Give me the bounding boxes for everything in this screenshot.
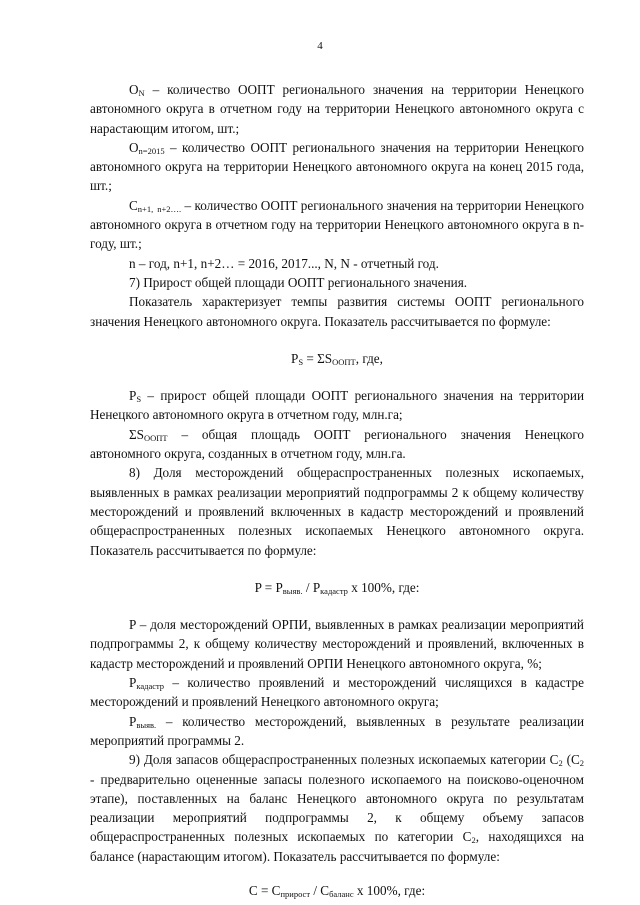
definition-ps: $P_S$ – прирост общей площади ООПТ регионального значения на территории Ненецкого автономного округа в отчетном году, млн.га;: [90, 388, 584, 423]
item-8-description: 8) Доля месторождений общераспространенных полезных ископаемых, выявленных в рамках реализации мероприятий подпрограммы 2 к общему количеству месторождений и проявлений включенных в кадастр месторождений и проявлений общераспространенных полезных ископаемых Ненецкого автономного округа. Показатель рассчитывается по формуле:: [90, 465, 584, 558]
item-7-description: Показатель характеризует темпы развития системы ООПТ регионального значения Ненецкого автономного округа. Показатель рассчитывается по формуле:: [90, 294, 584, 329]
definition-p: P – доля месторождений ОРПИ, выявленных в рамках реализации мероприятий подпрограммы 2, к общему количеству месторождений и проявлений, включенных в кадастр месторождений и проявлений ОРПИ Ненецкого автономного округа, %;: [90, 617, 584, 671]
definition-o-n: $O_N$ – количество ООПТ регионального значения на территории Ненецкого автономного округа в отчетном году на территории Ненецкого автономного округа с нарастающим итогом, шт.;: [90, 82, 584, 136]
formula-p: $P = P_{выяв.} / P_{кадастр}$ х 100%, где:: [254, 579, 420, 596]
document-body: [90, 80, 584, 900]
item-9-description: 9) Доля запасов общераспространенных полезных ископаемых категории $C_2$ ($C_2$ - предварительно оцененные запасы полезного ископаемого на поисково-оценочном этапе), поставленных на баланс Ненецкого автономного округа по результатам реализации мероприятий подпрограммы 2, к общему объему запасов общераспространенных полезных ископаемых по категории $C_2$, находящихся на балансе (нарастающим итогом). Показатель рассчитывается по формуле:: [90, 752, 585, 864]
definition-s-oopt: $\Sigma S_{ООПТ}$ – общая площадь ООПТ регионального значения Ненецкого автономного округа, созданных в отчетном году, млн.га.: [90, 426, 584, 462]
definition-c-n: $C_{n+1,}$ $_{n+2\dots.}$ – количество ООПТ регионального значения на территории Ненецкого автономного округа в отчетном году на территории Ненецкого автономного округа в n-году, шт.;: [90, 197, 584, 252]
formula-ps: $P_S = \Sigma S_{ООПТ}$, где,: [291, 350, 383, 367]
definition-p-vyyav: $P_{выяв.}$ – количество месторождений, выявленных в результате реализации мероприятий программы 2.: [90, 713, 584, 748]
formula-c: $C = C_{прирост} / C_{баланс}$ х 100%, где:: [248, 882, 426, 899]
page-number: 4: [317, 40, 323, 52]
definition-o-2015: $O_{n=2015}$ – количество ООПТ регионального значения на территории Ненецкого автономного округа на территории Ненецкого автономного округа на конец 2015 года, шт.;: [90, 139, 584, 194]
item-7-heading: 7) Прирост общей площади ООПТ регионального значения.: [129, 274, 468, 290]
definition-p-kadastr: $P_{кадастр}$ – количество проявлений и месторождений числящихся в кадастре месторождений и проявлений Ненецкого автономного округа;: [90, 675, 584, 710]
definition-n: n – год, n+1, n+2… = 2016, 2017..., N, N - отчетный год.: [129, 255, 439, 271]
